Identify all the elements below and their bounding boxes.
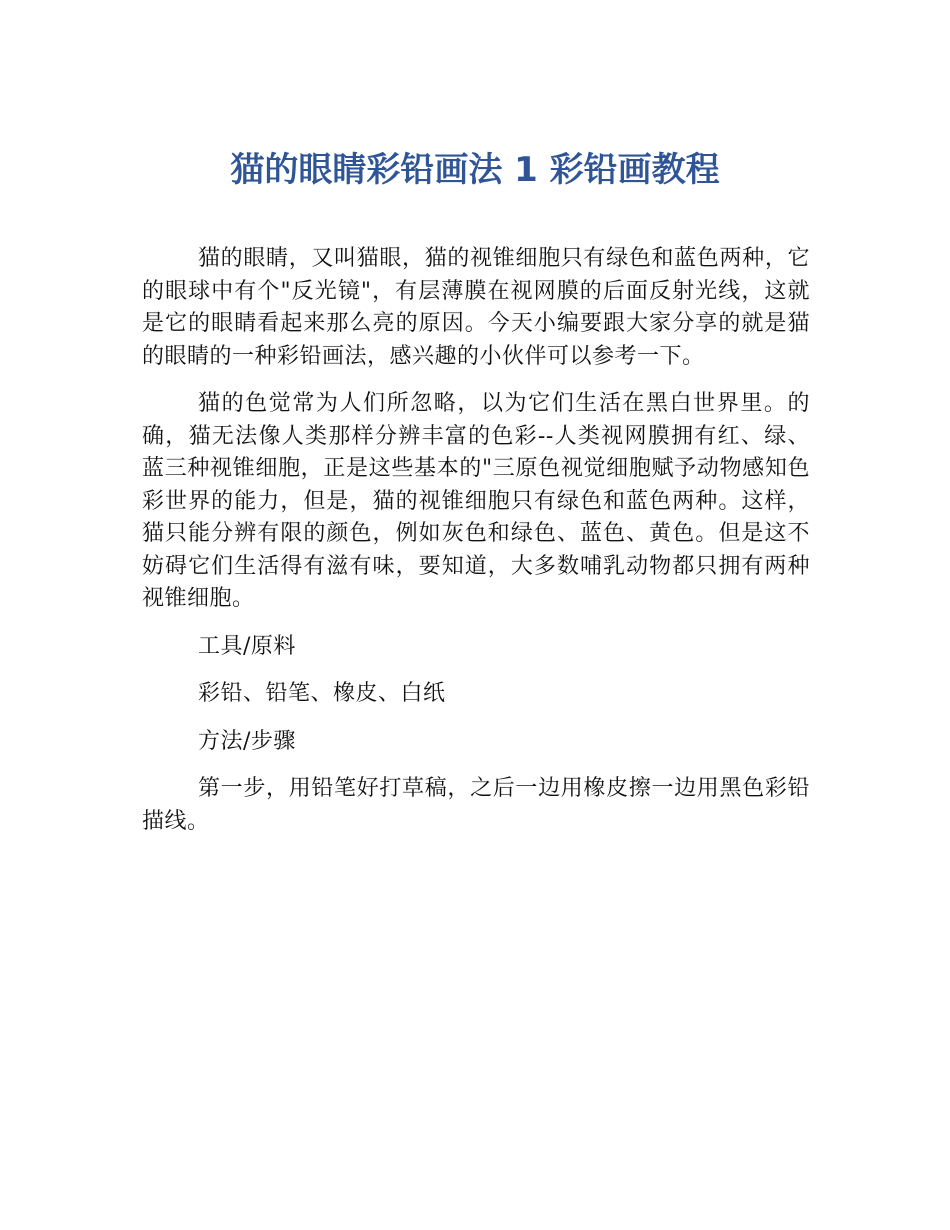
paragraph-intro: 猫的眼睛，又叫猫眼，猫的视锥细胞只有绿色和蓝色两种，它的眼球中有个"反光镜"，有层薄膜在视网膜的后面反射光线，这就是它的眼睛看起来那么亮的原因。今天小编要跟大家分享的就是猫的眼睛的一种彩铅画法，感兴趣的小伙伴可以参考一下。 <box>142 246 810 369</box>
step-one: 第一步，用铅笔好打草稿，之后一边用橡皮擦一边用黑色彩铅描线。 <box>142 776 810 834</box>
paragraph-color-vision: 猫的色觉常为人们所忽略，以为它们生活在黑白世界里。的确，猫无法像人类那样分辨丰富的色彩--人类视网膜拥有红、绿、蓝三种视锥细胞，正是这些基本的"三原色视觉细胞赋予动物感知色彩世界的能力，但是，猫的视锥细胞只有绿色和蓝色两种。这样，猫只能分辨有限的颜色，例如灰色和绿色、蓝色、黄色。但是这不妨碍它们生活得有滋有味，要知道，大多数哺乳动物都只拥有两种视锥细胞。 <box>142 391 810 611</box>
document-body <box>142 243 810 853</box>
section-heading-tools: 工具/原料 <box>198 633 296 659</box>
document-title: 猫的眼睛彩铅画法 1 彩铅画教程 <box>230 150 720 190</box>
tools-list: 彩铅、铅笔、橡皮、白纸 <box>198 681 446 706</box>
section-heading-steps: 方法/步骤 <box>198 728 296 754</box>
